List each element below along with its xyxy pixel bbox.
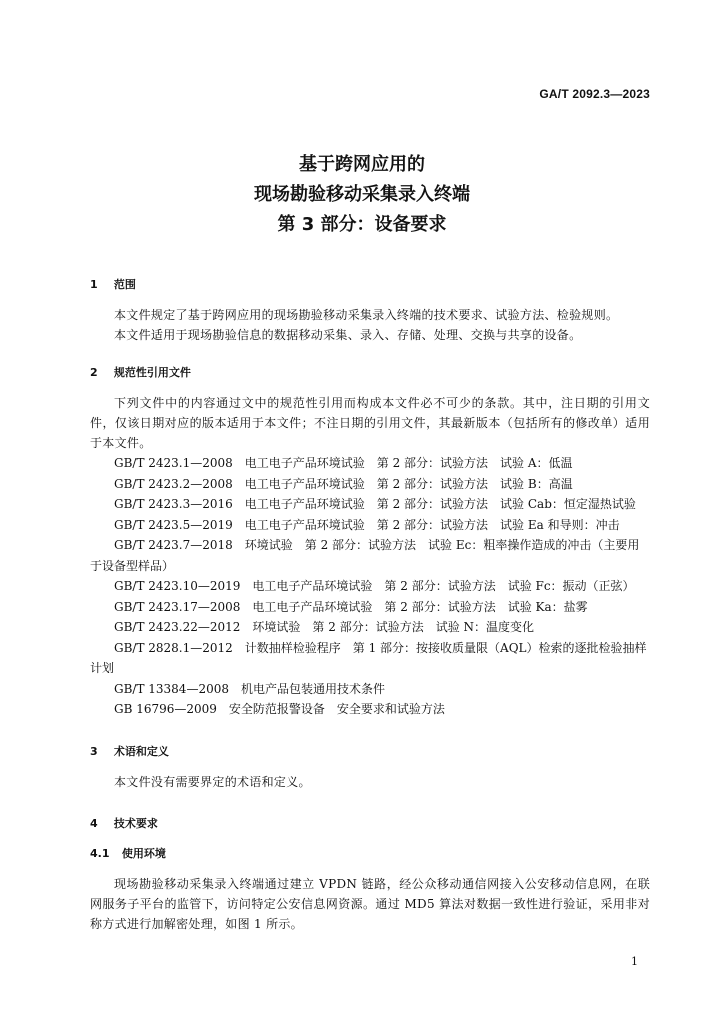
paragraph: 本文件规定了基于跨网应用的现场勘验移动采集录入终端的技术要求、试验方法、检验规则。 bbox=[114, 308, 619, 322]
section-number: 2 bbox=[90, 366, 98, 379]
section-heading-1 bbox=[90, 275, 650, 295]
section-heading-3 bbox=[90, 742, 650, 762]
title-line-3: 第 3 部分：设备要求 bbox=[277, 214, 447, 235]
reference-item: GB/T 2423.2—2008 电工电子产品环境试验 第 2 部分：试验方法 试验 B：高温 bbox=[114, 476, 573, 491]
section-title: 术语和定义 bbox=[113, 744, 169, 758]
reference-item: GB/T 2423.1—2008 电工电子产品环境试验 第 2 部分：试验方法 试验 A：低温 bbox=[114, 456, 573, 470]
paragraph: 本文件没有需要界定的术语和定义。 bbox=[114, 774, 311, 789]
section-number: 1 bbox=[90, 278, 98, 291]
section-title: 范围 bbox=[113, 278, 136, 291]
section-title: 技术要求 bbox=[113, 816, 158, 830]
section-title: 规范性引用文件 bbox=[113, 366, 191, 379]
reference-item: GB/T 2423.3—2016 电工电子产品环境试验 第 2 部分：试验方法 试验 Cab：恒定湿热试验 bbox=[114, 497, 636, 511]
title-line-1: 基于跨网应用的 bbox=[299, 154, 425, 175]
page-number: 1 bbox=[631, 955, 638, 968]
reference-item: GB/T 2423.22—2012 环境试验 第 2 部分：试验方法 试验 N：温度变化 bbox=[114, 620, 535, 634]
document-body bbox=[90, 275, 650, 934]
reference-item: GB/T 2828.1—2012 计数抽样检验程序 第 1 部分：按接收质量限（AQL）检索的逐批检验抽样计划 bbox=[90, 640, 647, 675]
reference-item: GB/T 2423.10—2019 电工电子产品环境试验 第 2 部分：试验方法 试验 Fc：振动（正弦） bbox=[114, 579, 635, 593]
reference-item: GB/T 2423.5—2019 电工电子产品环境试验 第 2 部分：试验方法 试验 Ea 和导则：冲击 bbox=[114, 517, 620, 532]
subsection-number: 4.1 bbox=[90, 846, 110, 860]
document-title bbox=[0, 150, 724, 240]
reference-item: GB/T 2423.7—2018 环境试验 第 2 部分：试验方法 试验 Ec：粗率操作造成的冲击（主要用于设备型样品） bbox=[90, 538, 640, 573]
title-line-2: 现场勘验移动采集录入终端 bbox=[254, 184, 470, 205]
reference-item: GB/T 2423.17—2008 电工电子产品环境试验 第 2 部分：试验方法 试验 Ka：盐雾 bbox=[114, 599, 588, 614]
section-number: 3 bbox=[90, 744, 98, 758]
section-heading-2 bbox=[90, 363, 650, 383]
subsection-title: 使用环境 bbox=[121, 846, 166, 860]
subsection-heading-4-1 bbox=[90, 844, 650, 864]
section-number: 4 bbox=[90, 816, 98, 830]
paragraph: 下列文件中的内容通过文中的规范性引用而构成本文件必不可少的条款。其中，注日期的引用文件，仅该日期对应的版本适用于本文件；不注日期的引用文件，其最新版本（包括所有的修改单）适用于本文件。 bbox=[90, 396, 650, 450]
paragraph: 现场勘验移动采集录入终端通过建立 VPDN 链路，经公众移动通信网接入公安移动信息网，在联网服务子平台的监管下，访问特定公安信息网资源。通过 MD5 算法对数据一致性进行验证，采用非对称方式进行加解密处理，如图 1 所示。 bbox=[90, 876, 650, 931]
standard-code: GA/T 2092.3—2023 bbox=[539, 87, 650, 101]
reference-item: GB/T 13384—2008 机电产品包装通用技术条件 bbox=[114, 681, 385, 696]
paragraph: 本文件适用于现场勘验信息的数据移动采集、录入、存储、处理、交换与共享的设备。 bbox=[114, 328, 582, 342]
section-heading-4 bbox=[90, 814, 650, 834]
reference-item: GB 16796—2009 安全防范报警设备 安全要求和试验方法 bbox=[114, 702, 445, 716]
